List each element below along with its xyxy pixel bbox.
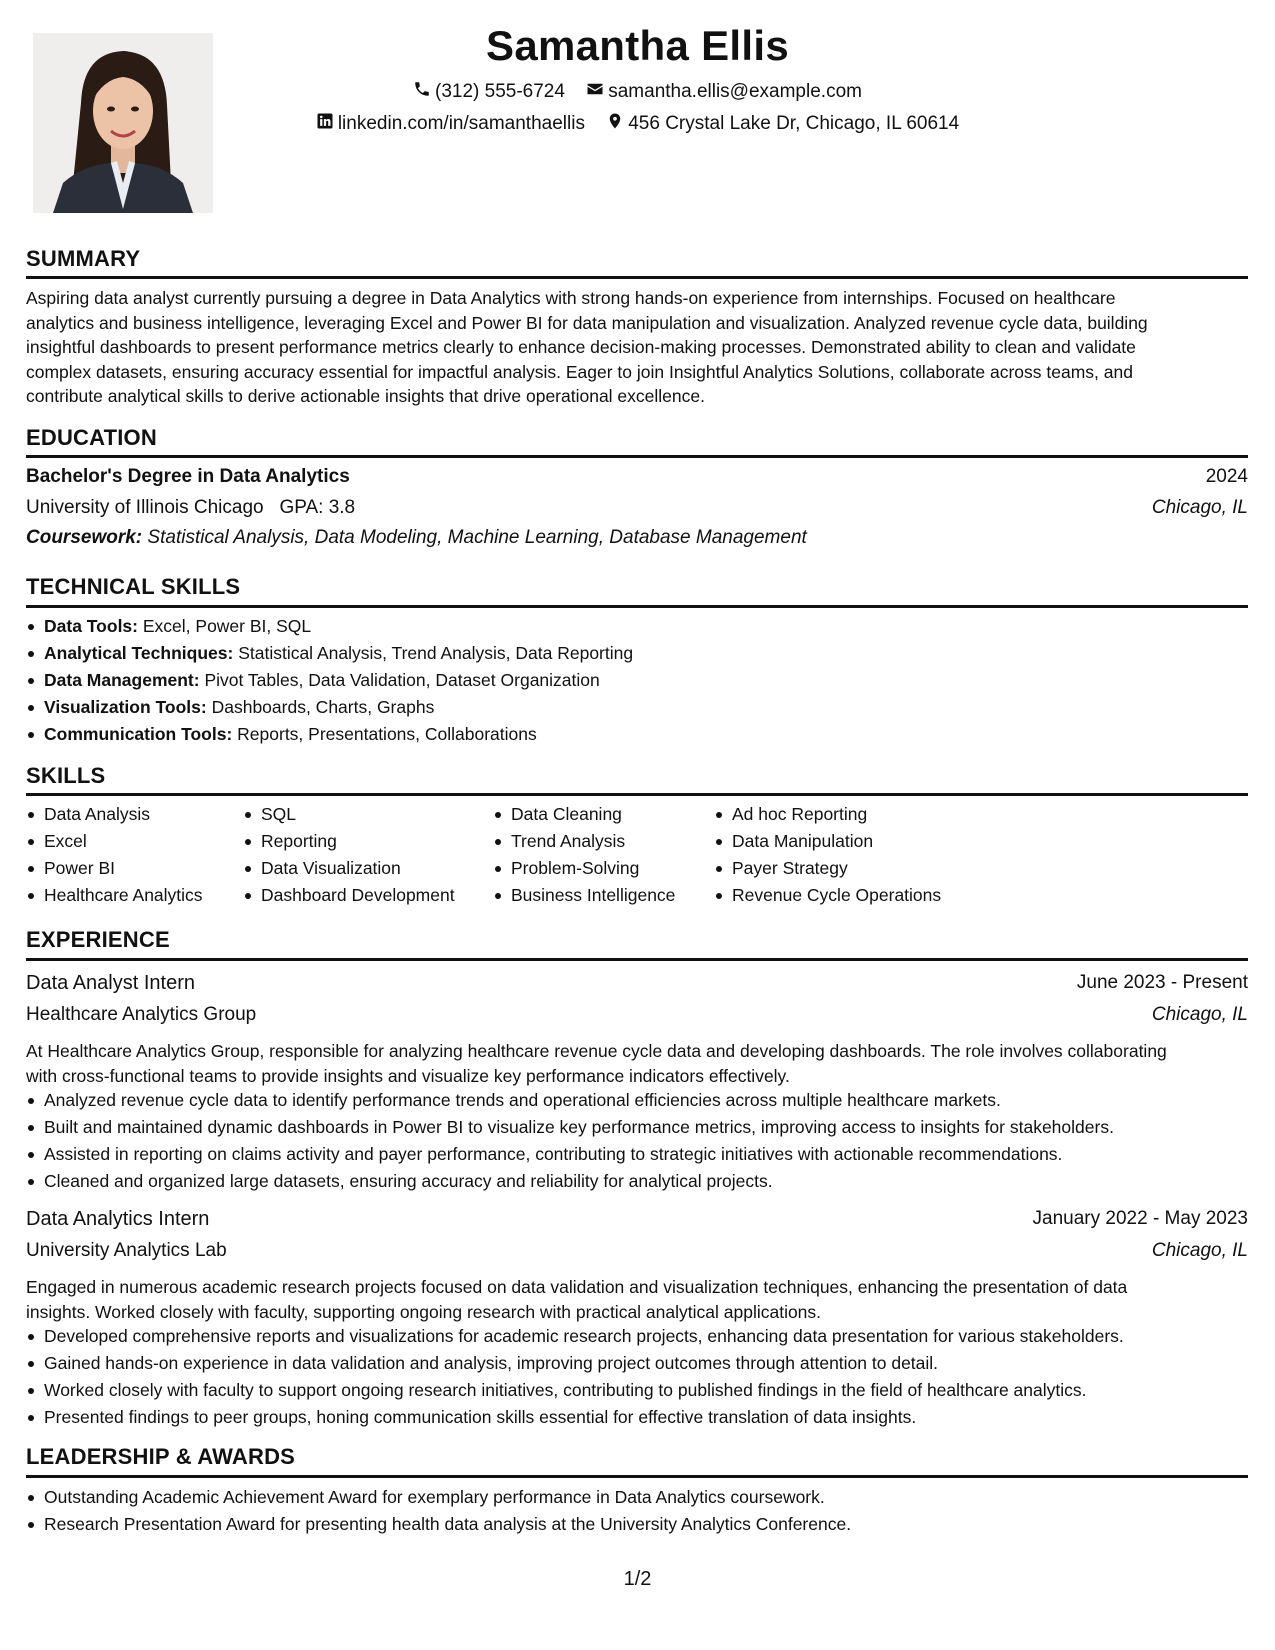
candidate-name: Samantha Ellis [486,22,789,69]
skills-column-2 [243,801,455,909]
description-line: with cross-functional teams to provide insights and visualize key performance indicators effectively. [26,1065,790,1086]
skills-column-1 [26,801,203,909]
summary-line: contribute analytical skills to derive actionable insights that drive operational excellence. [26,386,705,406]
company-name: Healthcare Analytics Group [26,1004,257,1025]
description-line: Engaged in numerous academic research projects focused on data validation and visualization techniques, enhancing the presentation of data [26,1277,1128,1297]
job-title: Data Analyst Intern [26,972,195,994]
school-location: Chicago, IL [1151,497,1248,518]
job-1-bullets [26,1087,1114,1195]
skill-category: Visualization Tools: [44,697,207,717]
skill-category: Data Tools: [44,616,138,636]
skill-category: Data Management: [44,670,200,690]
skill-category: Analytical Techniques: [44,643,234,663]
summary-line: Aspiring data analyst currently pursuing a degree in Data Analytics with strong hands-on experience from internships. Focused on healthcare [26,288,1116,308]
job-location: Chicago, IL [1151,1240,1248,1261]
contact-line-2 [0,112,1275,136]
education-heading: EDUCATION [26,425,157,450]
list-item: Cleaned and organized large datasets, ensuring accuracy and reliability for analytical projects. [44,1168,1114,1195]
education-divider [26,455,1248,458]
list-item: Outstanding Academic Achievement Award for exemplary performance in Data Analytics coursework. [44,1484,851,1511]
description-line: At Healthcare Analytics Group, responsible for analyzing healthcare revenue cycle data and developing dashboards. The role involves collaborating [26,1041,1167,1061]
degree-title: Bachelor's Degree in Data Analytics [26,466,350,487]
phone-contact[interactable] [413,80,565,104]
list-item [44,667,633,694]
list-item: Excel [44,828,203,855]
list-item: Data Manipulation [732,828,941,855]
list-item: Healthcare Analytics [44,882,203,909]
linkedin-icon [316,112,338,136]
technical-skills-list [26,613,633,748]
phone-icon [413,80,435,104]
summary-line: insightful dashboards to present performance metrics clearly to enhance decision-making processes. Demonstrated ability to clean and validate [26,337,1136,357]
list-item: Problem-Solving [511,855,675,882]
list-item: Developed comprehensive reports and visualizations for academic research projects, enhancing data presentation for various stakeholders. [44,1323,1124,1350]
coursework-list: Statistical Analysis, Data Modeling, Machine Learning, Database Management [147,527,807,548]
experience-divider [26,958,1248,961]
experience-heading: EXPERIENCE [26,927,170,952]
skill-values: Reports, Presentations, Collaborations [237,724,537,744]
list-item: Research Presentation Award for presenting health data analysis at the University Analytics Conference. [44,1511,851,1538]
summary-text [26,286,1251,409]
job-1-description [26,1039,1251,1088]
job-dates: January 2022 - May 2023 [1032,1208,1248,1229]
graduation-year: 2024 [1205,466,1248,487]
summary-line: analytics and business intelligence, leveraging Excel and Power BI for data manipulation and visualization. Analyzed revenue cycle data, building [26,312,1148,333]
list-item: Data Cleaning [511,801,675,828]
street-address: 456 Crystal Lake Dr, Chicago, IL 60614 [628,113,960,134]
job-location: Chicago, IL [1151,1004,1248,1025]
job-2-description [26,1275,1251,1324]
skill-values: Statistical Analysis, Trend Analysis, Data Reporting [238,643,634,663]
description-line: insights. Worked closely with faculty, supporting ongoing research with practical analytical applications. [26,1301,822,1322]
technical-skills-heading: TECHNICAL SKILLS [26,574,241,599]
list-item: Worked closely with faculty to support ongoing research initiatives, contributing to published findings in the field of healthcare analytics. [44,1377,1124,1404]
list-item: Built and maintained dynamic dashboards in Power BI to visualize key performance metrics, improving access to insights for stakeholders. [44,1114,1114,1141]
skill-values: Dashboards, Charts, Graphs [211,697,435,717]
coursework-label: Coursework: [26,527,143,548]
leadership-divider [26,1475,1248,1478]
map-pin-icon [606,112,628,136]
list-item: Business Intelligence [511,882,675,909]
list-item: Data Analysis [44,801,203,828]
list-item: Payer Strategy [732,855,941,882]
email-address: samantha.ellis@example.com [608,81,862,102]
school-info [26,497,355,519]
summary-heading: SUMMARY [26,246,141,271]
list-item: Reporting [261,828,455,855]
list-item [44,613,633,640]
list-item: Ad hoc Reporting [732,801,941,828]
phone-number: (312) 555-6724 [435,81,565,102]
envelope-icon [586,80,608,104]
linkedin-contact[interactable] [316,112,585,136]
list-item: Power BI [44,855,203,882]
list-item: SQL [261,801,455,828]
job-2-bullets [26,1323,1124,1431]
address-contact [606,112,959,136]
leadership-list [26,1484,851,1538]
leadership-heading: LEADERSHIP & AWARDS [26,1444,296,1469]
gpa: GPA: 3.8 [279,497,356,518]
list-item [44,640,633,667]
list-item: Dashboard Development [261,882,455,909]
skill-values: Excel, Power BI, SQL [142,616,312,636]
skills-grid [0,801,1275,911]
skills-heading: SKILLS [26,763,106,788]
list-item: Revenue Cycle Operations [732,882,941,909]
coursework [26,527,807,549]
job-title: Data Analytics Intern [26,1208,210,1230]
skill-category: Communication Tools: [44,724,233,744]
list-item: Trend Analysis [511,828,675,855]
technical-skills-divider [26,605,1248,608]
list-item [44,721,633,748]
skills-divider [26,793,1248,796]
summary-divider [26,276,1248,279]
skill-values: Pivot Tables, Data Validation, Dataset Organization [204,670,600,690]
list-item: Analyzed revenue cycle data to identify performance trends and operational efficiencies across multiple healthcare markets. [44,1087,1114,1114]
skills-column-4 [714,801,941,909]
company-name: University Analytics Lab [26,1240,227,1261]
school-name: University of Illinois Chicago [26,497,264,518]
list-item: Assisted in reporting on claims activity and payer performance, contributing to strategic initiatives with actionable recommendations. [44,1141,1114,1168]
list-item: Data Visualization [261,855,455,882]
email-contact[interactable] [586,80,862,104]
linkedin-url: linkedin.com/in/samanthaellis [337,113,585,134]
list-item: Gained hands-on experience in data validation and analysis, improving project outcomes through attention to detail. [44,1350,1124,1377]
list-item [44,694,633,721]
job-dates: June 2023 - Present [1076,972,1248,993]
skills-column-3 [493,801,675,909]
summary-line: complex datasets, ensuring accuracy essential for impactful analysis. Eager to join Insightful Analytics Solutions, collaborate across teams, and [26,361,1133,382]
list-item: Presented findings to peer groups, honing communication skills essential for effective translation of data insights. [44,1404,1124,1431]
page-number: 1/2 [623,1568,652,1590]
contact-line-1 [0,80,1275,104]
